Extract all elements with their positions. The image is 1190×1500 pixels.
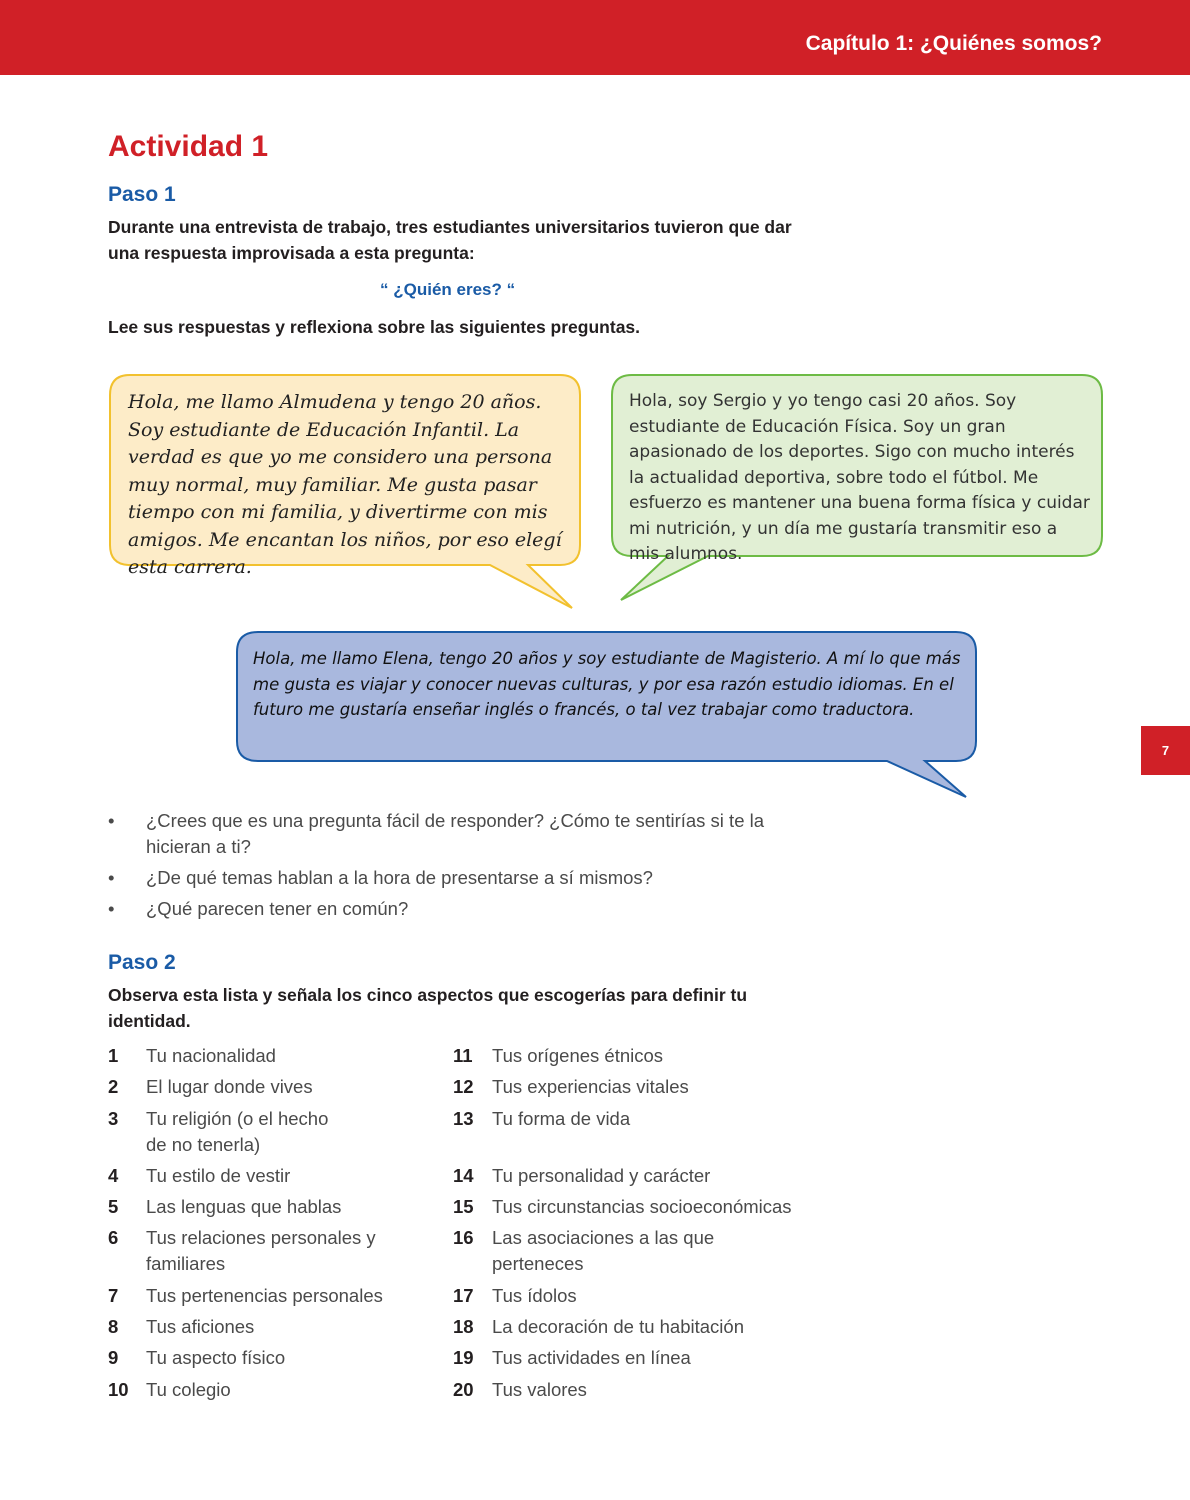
aspect-item	[453, 1225, 813, 1277]
aspect-number: 7	[108, 1284, 119, 1306]
activity-title: Actividad 1	[108, 130, 269, 163]
aspect-number: 4	[108, 1164, 119, 1186]
paso-1-instruction: Lee sus respuestas y reflexiona sobre las siguientes preguntas.	[108, 317, 641, 337]
aspect-item	[453, 1283, 813, 1309]
aspect-number: 11	[453, 1045, 473, 1066]
aspect-text: La decoración de tu habitación	[492, 1316, 744, 1338]
bullet-icon: •	[108, 867, 115, 888]
aspect-text: Tus pertenencias personales	[146, 1284, 383, 1306]
reflection-question: ¿Qué parecen tener en común?	[146, 898, 409, 919]
aspect-item	[453, 1377, 813, 1403]
interview-question: “ ¿Quién eres? “	[380, 280, 516, 299]
reflection-questions	[108, 808, 768, 927]
list-item	[108, 896, 768, 922]
aspect-item	[108, 1225, 398, 1277]
aspect-number: 2	[108, 1076, 119, 1098]
aspect-number: 12	[453, 1076, 474, 1098]
aspect-number: 14	[453, 1164, 474, 1186]
aspect-number: 10	[108, 1378, 129, 1400]
aspect-item	[453, 1345, 813, 1371]
aspect-number: 3	[108, 1107, 119, 1129]
aspect-item	[453, 1194, 813, 1220]
aspect-text: Tus circunstancias socioeconómicas	[492, 1196, 792, 1218]
aspect-text: Tus orígenes étnicos	[492, 1045, 664, 1066]
aspect-text: Tu colegio	[146, 1378, 231, 1400]
aspect-number: 20	[453, 1378, 474, 1400]
aspect-text: Tus relaciones personales y familiares	[146, 1227, 376, 1275]
aspect-item	[453, 1074, 813, 1100]
aspect-item	[453, 1314, 813, 1340]
aspect-number: 19	[453, 1347, 474, 1369]
aspect-text: Tu forma de vida	[492, 1107, 631, 1129]
bullet-icon: •	[108, 898, 115, 919]
aspect-number: 8	[108, 1316, 119, 1338]
aspect-number: 18	[453, 1316, 474, 1338]
aspect-item	[108, 1345, 398, 1371]
aspect-text: Tu estilo de vestir	[146, 1164, 291, 1186]
aspect-text: Las lenguas que hablas	[146, 1196, 342, 1218]
reflection-question: ¿Crees que es una pregunta fácil de responder? ¿Cómo te sentirías si te la hicieran a ti?	[146, 810, 765, 857]
bubble-text-elena: Hola, me llamo Elena, tengo 20 años y soy estudiante de Magisterio. A mí lo que más me gusta es viajar y conocer nuevas culturas, y por esa razón estudio idiomas. En el futuro me gustaría enseñar inglés o francés, o tal vez trabajar como traductora.	[253, 649, 961, 719]
aspect-text: Tu personalidad y carácter	[492, 1164, 711, 1186]
aspect-item	[108, 1043, 398, 1069]
aspect-text: El lugar donde vives	[146, 1076, 313, 1098]
aspect-item	[453, 1043, 813, 1069]
paso-1-heading: Paso 1	[108, 183, 176, 206]
aspect-item	[108, 1314, 398, 1340]
aspect-item	[108, 1074, 398, 1100]
aspect-text: Tus ídolos	[492, 1284, 577, 1306]
aspect-number: 5	[108, 1196, 119, 1218]
chapter-title: Capítulo 1: ¿Quiénes somos?	[805, 32, 1102, 55]
aspect-number: 17	[453, 1284, 474, 1306]
aspect-list-right	[453, 1043, 813, 1408]
aspect-item	[453, 1106, 813, 1132]
aspect-item	[108, 1163, 398, 1189]
aspect-number: 16	[453, 1227, 474, 1249]
bullet-icon: •	[108, 810, 115, 831]
aspect-item	[453, 1163, 813, 1189]
paso-1-intro: Durante una entrevista de trabajo, tres estudiantes universitarios tuvieron que dar una respuesta improvisada a esta pregunta:	[108, 217, 792, 263]
aspect-text: Tus aficiones	[146, 1316, 255, 1338]
bubble-text-sergio: Hola, soy Sergio y yo tengo casi 20 años. Soy estudiante de Educación Física. Soy un gran apasionado de los deportes. Sigo con mucho interés la actualidad deportiva, sobre todo el fútbol. Me esfuerzo es mantener una buena forma física y cuidar mi nutrición, y un día me gustaría transmitir eso a mis alumnos.	[629, 391, 1090, 564]
aspect-text: Tus experiencias vitales	[492, 1076, 689, 1098]
list-item	[108, 808, 768, 860]
bubble-text-almudena: Hola, me llamo Almudena y tengo 20 años. Soy estudiante de Educación Infantil. La verdad es que yo me considero una persona muy normal, muy familiar. Me gusta pasar tiempo con mi familia, y divertirme con mis amigos. Me encantan los niños, por eso elegí esta carrera.	[128, 391, 562, 578]
aspect-item	[108, 1106, 398, 1158]
aspect-list-left	[108, 1043, 398, 1408]
aspect-text: Tu aspecto físico	[146, 1347, 286, 1369]
aspect-text: Tu religión (o el hecho de no tenerla)	[146, 1107, 329, 1155]
aspect-number: 6	[108, 1227, 119, 1249]
aspect-number: 9	[108, 1347, 119, 1369]
aspect-item	[108, 1283, 398, 1309]
aspect-number: 13	[453, 1107, 474, 1129]
paso-2-intro: Observa esta lista y señala los cinco aspectos que escogerías para definir tu identidad.	[108, 985, 748, 1031]
reflection-question: ¿De qué temas hablan a la hora de presentarse a sí mismos?	[146, 867, 653, 888]
aspect-item	[108, 1194, 398, 1220]
aspect-text: Las asociaciones a las que perteneces	[492, 1227, 715, 1275]
page-number: 7	[1141, 726, 1190, 775]
aspect-number: 15	[453, 1196, 474, 1218]
aspect-item	[108, 1377, 398, 1403]
aspect-text: Tus actividades en línea	[492, 1347, 691, 1369]
paso-2-heading: Paso 2	[108, 951, 176, 974]
aspect-text: Tus valores	[492, 1378, 587, 1400]
aspect-text: Tu nacionalidad	[146, 1045, 276, 1066]
aspect-number: 1	[108, 1045, 119, 1066]
list-item	[108, 865, 768, 891]
